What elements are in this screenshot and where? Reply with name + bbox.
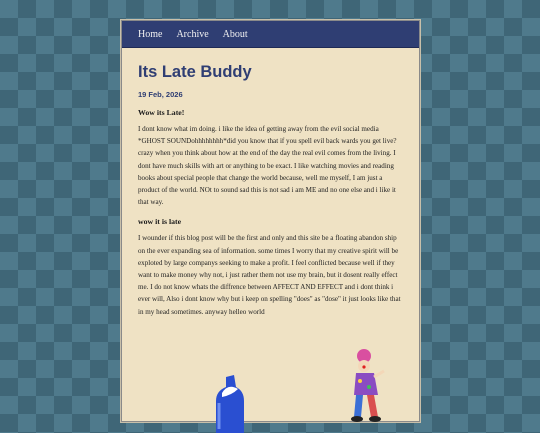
nav-archive-link[interactable]: Archive [176, 28, 209, 40]
section-heading: Wow its Late! [138, 108, 185, 117]
section-heading: wow it is late [138, 217, 182, 227]
blog-frame [121, 20, 420, 422]
bottle-illustration [204, 373, 250, 433]
section-body: I dont know what im doing. i like the idea of getting away from the evil social media *GHOST SOUNDohhhhhhhh*did you know that if you spell evil back wards you get live? crazy when you think about how at the end of the day the real evil comes from the living. I dont have much skills with art or anything to be exact. I like watching movies and reading books about special people that change the world because, well me myself, I am just a product of the world. NOt to sound sad this is not sad i am ME and no one else and i like it that way. [138, 125, 397, 207]
clown-illustration [350, 347, 386, 427]
nav-about-link[interactable]: About [222, 28, 248, 40]
top-nav [122, 21, 419, 48]
post-content [122, 62, 419, 318]
nav-home-link[interactable]: Home [138, 28, 163, 40]
post-images [122, 343, 419, 423]
section-body: I wounder if this blog post will be the first and only and this site be a floating abandon ship on the ever expanding sea of information. some times I worry that my creative spirit will be exploted by large companys seeking to make a profit. I feel conflicted because well if they want to make money why not, i just rather them not use my brain, but it dosent really effect me. I do not know whats the diffrence between AFFECT AND EFFECT and i dont think i ever will, Also i dont know why but i keep on spelling "does" as "dose" it just looks like that in my head sometimes. anyway helleo world [138, 234, 401, 316]
post-date: 19 Feb, 2026 [138, 90, 183, 99]
post-title: Its Late Buddy [138, 63, 252, 81]
